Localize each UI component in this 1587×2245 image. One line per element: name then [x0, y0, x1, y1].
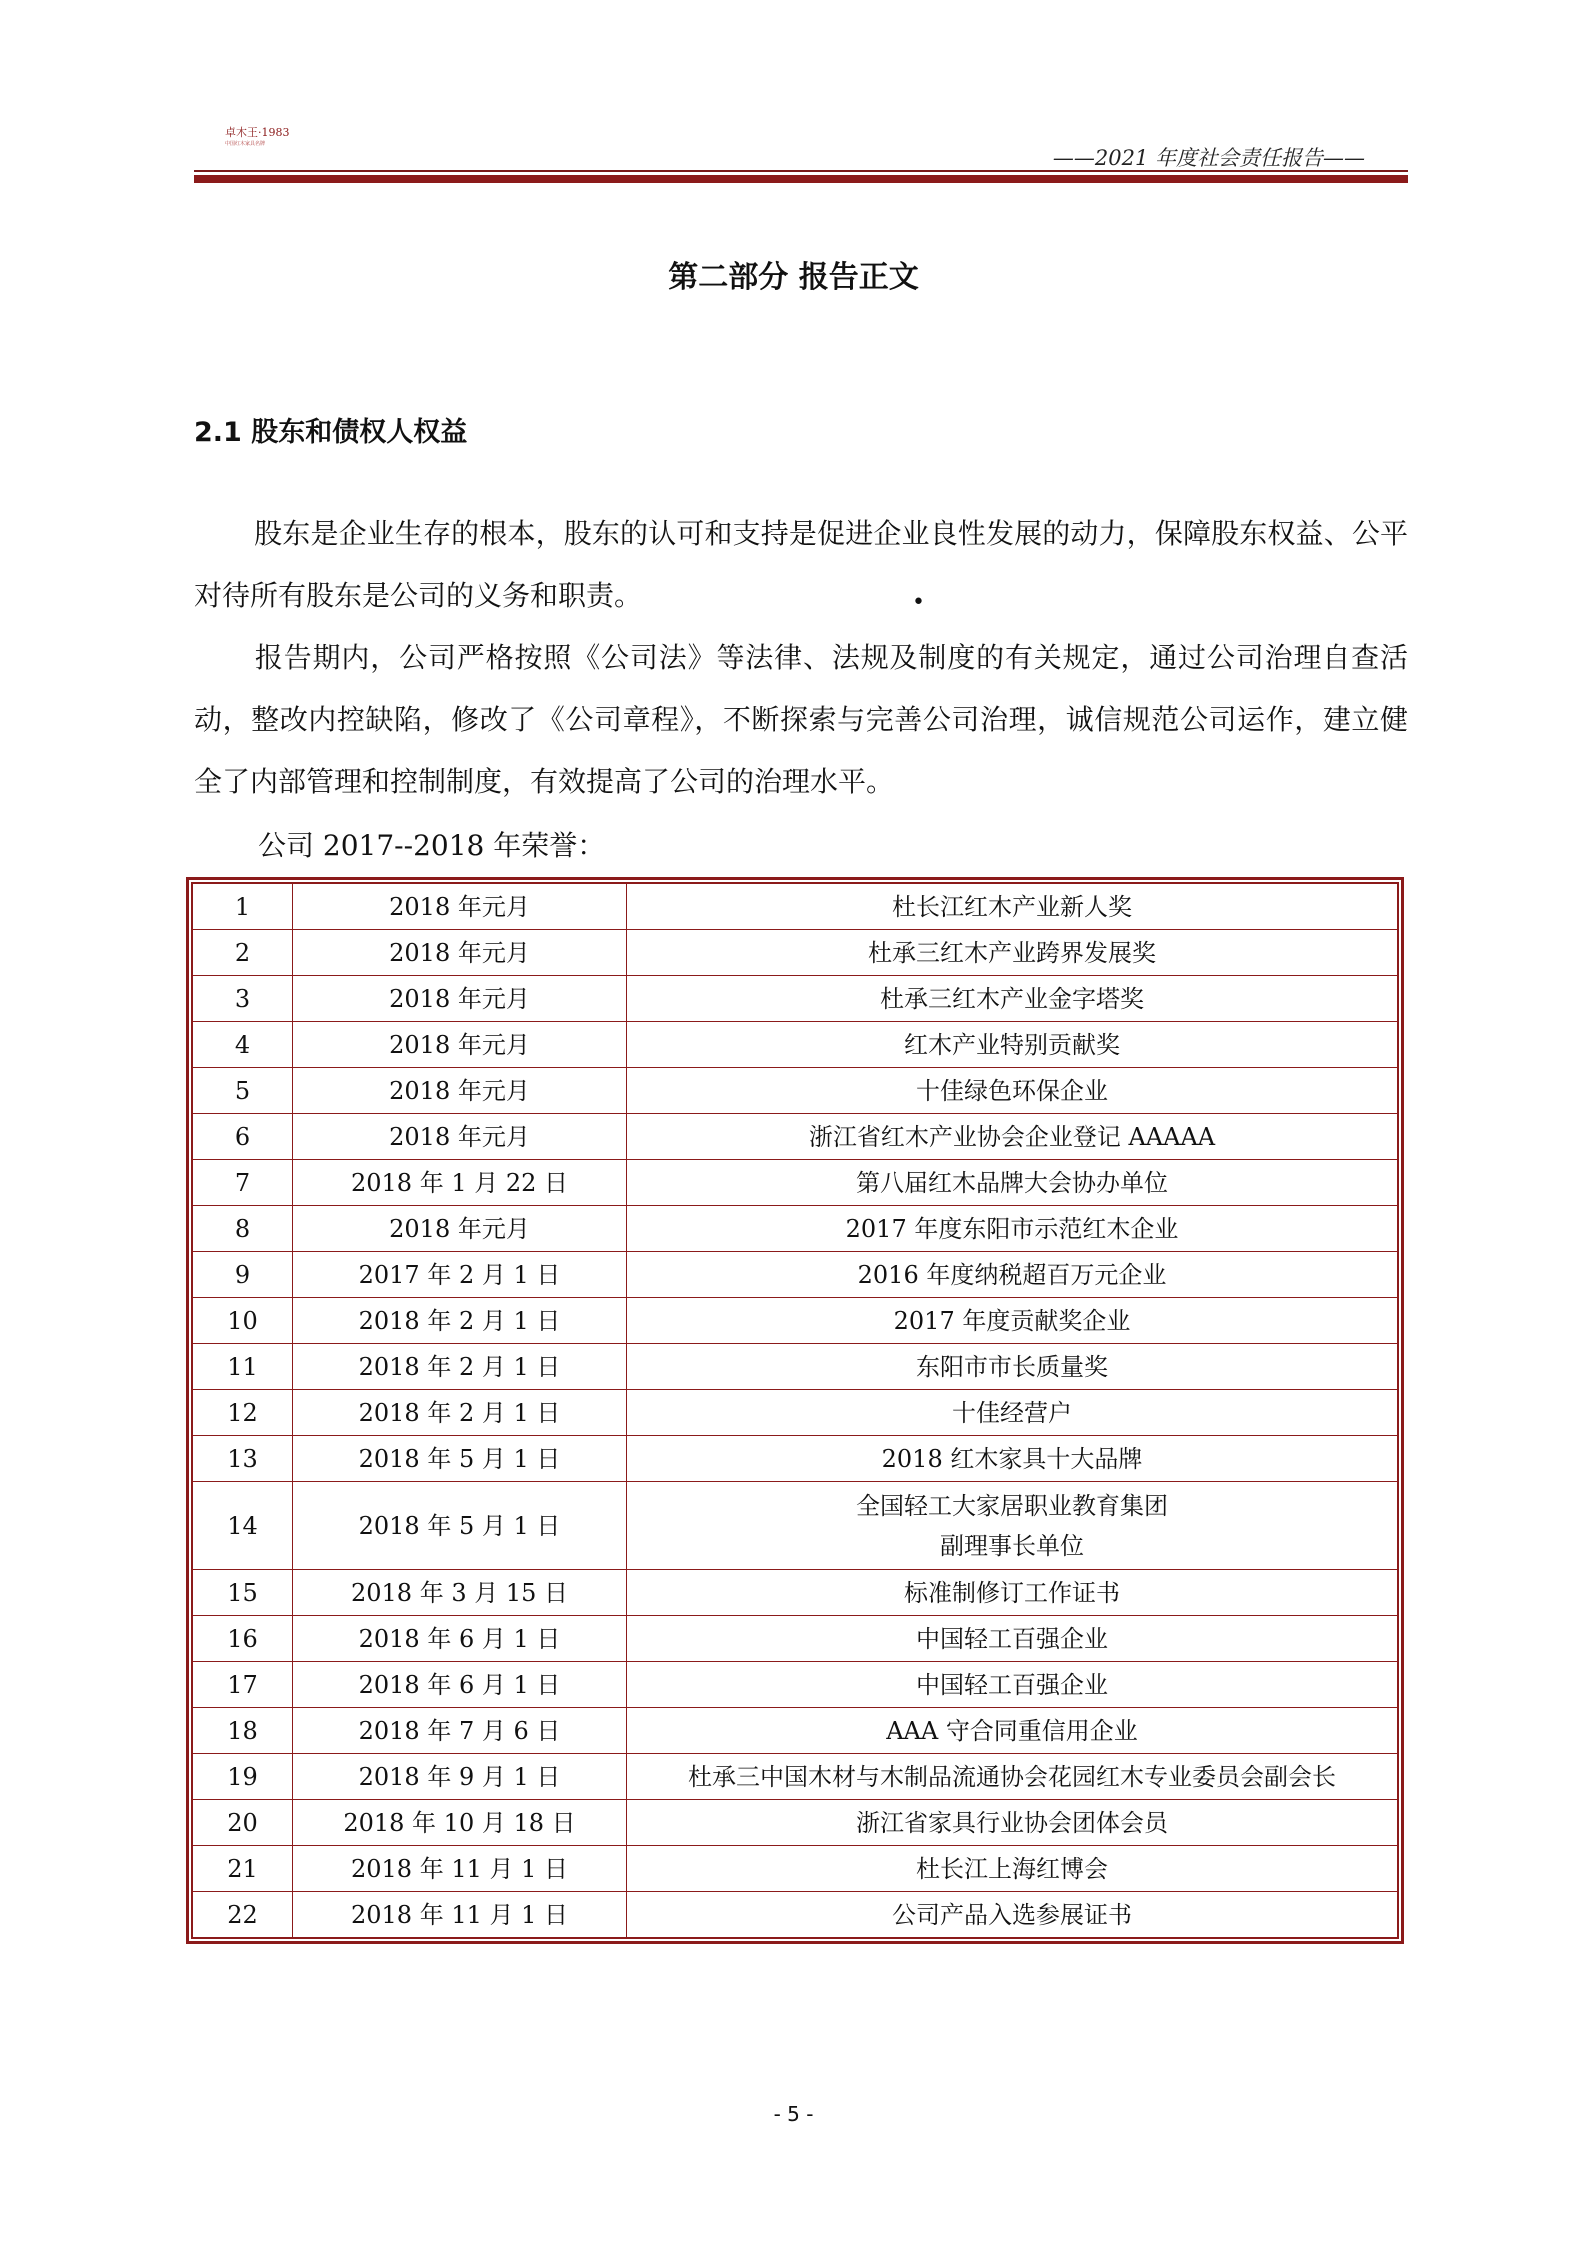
row-date-cell: 2018 年元月: [293, 1068, 627, 1114]
table-row: [192, 1114, 1398, 1160]
row-index-cell: 10: [192, 1298, 293, 1344]
table-row: [192, 1298, 1398, 1344]
row-honor-line1: 全国轻工大家居职业教育集团: [856, 1491, 1168, 1520]
row-index-cell: 16: [192, 1616, 293, 1662]
row-date-cell: 2018 年 5 月 1 日: [293, 1482, 627, 1570]
row-index-cell: 4: [192, 1022, 293, 1068]
paragraph-shareholders: [194, 503, 1408, 627]
row-honor-cell: 浙江省家具行业协会团体会员: [627, 1800, 1399, 1846]
table-row: [192, 1846, 1398, 1892]
row-honor-cell: 十佳绿色环保企业: [627, 1068, 1399, 1114]
table-row: [192, 1068, 1398, 1114]
table-row: [192, 1800, 1398, 1846]
row-honor-cell: AAA 守合同重信用企业: [627, 1708, 1399, 1754]
row-honor-cell: 中国轻工百强企业: [627, 1662, 1399, 1708]
row-index-cell: 13: [192, 1436, 293, 1482]
stray-bullet: •: [912, 590, 925, 615]
row-index-cell: 18: [192, 1708, 293, 1754]
paragraph-governance: [194, 627, 1408, 813]
header-rule-thin: [194, 170, 1408, 172]
row-honor-cell: 2017 年度贡献奖企业: [627, 1298, 1399, 1344]
row-index-cell: 6: [192, 1114, 293, 1160]
row-honor-cell: 杜长江红木产业新人奖: [627, 883, 1399, 930]
row-date-cell: 2018 年 6 月 1 日: [293, 1662, 627, 1708]
row-index-cell: 8: [192, 1206, 293, 1252]
row-honor-text: [627, 1486, 1397, 1566]
row-honor-cell: 公司产品入选参展证书: [627, 1892, 1399, 1939]
table-row: [192, 1616, 1398, 1662]
row-index-cell: 19: [192, 1754, 293, 1800]
row-date-cell: 2018 年元月: [293, 976, 627, 1022]
table-row: [192, 1708, 1398, 1754]
table-row: [192, 1662, 1398, 1708]
table-row: [192, 1570, 1398, 1616]
row-date-cell: 2018 年元月: [293, 1022, 627, 1068]
row-honor-cell: 中国轻工百强企业: [627, 1616, 1399, 1662]
row-index-cell: 7: [192, 1160, 293, 1206]
row-date-cell: 2018 年元月: [293, 930, 627, 976]
header-rule-thick: [194, 175, 1408, 183]
header-title: ——2021 年度社会责任报告——: [1052, 146, 1365, 170]
row-honor-cell: 2016 年度纳税超百万元企业: [627, 1252, 1399, 1298]
row-date-cell: 2018 年元月: [293, 1114, 627, 1160]
row-honor-cell: 标准制修订工作证书: [627, 1570, 1399, 1616]
row-date-cell: 2018 年 11 月 1 日: [293, 1846, 627, 1892]
row-honor-cell: [627, 1482, 1399, 1570]
row-honor-cell: 杜长江上海红博会: [627, 1846, 1399, 1892]
row-date-cell: 2018 年 5 月 1 日: [293, 1436, 627, 1482]
paragraph-governance-text: 报告期内，公司严格按照《公司法》等法律、法规及制度的有关规定，通过公司治理自查活动，整改内控缺陷，修改了《公司章程》，不断探索与完善公司治理，诚信规范公司运作，建立健全了内部管理和控制制度，有效提高了公司的治理水平。: [194, 641, 1408, 798]
row-index-cell: 9: [192, 1252, 293, 1298]
table-caption: 公司 2017--2018 年荣誉：: [258, 829, 606, 862]
row-honor-cell: 杜承三中国木材与木制品流通协会花园红木专业委员会副会长: [627, 1754, 1399, 1800]
row-honor-cell: 2018 红木家具十大品牌: [627, 1436, 1399, 1482]
row-honor-cell: 十佳经营户: [627, 1390, 1399, 1436]
table-row: [192, 930, 1398, 976]
section-heading: 2.1 股东和债权人权益: [194, 417, 468, 448]
logo-subtext: 中国红木家具名牌: [225, 141, 266, 147]
row-date-cell: 2018 年 2 月 1 日: [293, 1298, 627, 1344]
row-date-cell: 2018 年 9 月 1 日: [293, 1754, 627, 1800]
page-number: - 5 -: [773, 2102, 814, 2126]
row-index-cell: 15: [192, 1570, 293, 1616]
row-honor-cell: 杜承三红木产业金字塔奖: [627, 976, 1399, 1022]
row-date-cell: 2018 年 1 月 22 日: [293, 1160, 627, 1206]
row-index-cell: 17: [192, 1662, 293, 1708]
paragraph-shareholders-text: 股东是企业生存的根本，股东的认可和支持是促进企业良性发展的动力，保障股东权益、公平对待所有股东是公司的义务和职责。: [194, 517, 1408, 612]
table-row: [192, 1022, 1398, 1068]
table-row: [192, 1252, 1398, 1298]
row-index-cell: 11: [192, 1344, 293, 1390]
row-date-cell: 2017 年 2 月 1 日: [293, 1252, 627, 1298]
row-honor-cell: 2017 年度东阳市示范红木企业: [627, 1206, 1399, 1252]
row-index-cell: 22: [192, 1892, 293, 1939]
row-honor-cell: 杜承三红木产业跨界发展奖: [627, 930, 1399, 976]
row-index-cell: 20: [192, 1800, 293, 1846]
honors-table-body: [192, 883, 1398, 1938]
row-date-cell: 2018 年元月: [293, 883, 627, 930]
row-honor-cell: 东阳市市长质量奖: [627, 1344, 1399, 1390]
row-honor-cell: 红木产业特别贡献奖: [627, 1022, 1399, 1068]
row-date-cell: 2018 年 6 月 1 日: [293, 1616, 627, 1662]
table-row: [192, 1436, 1398, 1482]
row-index-cell: 12: [192, 1390, 293, 1436]
row-index-cell: 21: [192, 1846, 293, 1892]
logo-text: 卓木王·1983: [225, 126, 290, 139]
row-date-cell: 2018 年 3 月 15 日: [293, 1570, 627, 1616]
row-date-cell: 2018 年 7 月 6 日: [293, 1708, 627, 1754]
row-date-cell: 2018 年 2 月 1 日: [293, 1390, 627, 1436]
honors-table-frame: [186, 877, 1404, 1944]
part-title: 第二部分 报告正文: [668, 260, 919, 295]
honors-table: [191, 882, 1399, 1939]
table-row: [192, 976, 1398, 1022]
row-index-cell: 14: [192, 1482, 293, 1570]
company-logo: [225, 126, 320, 152]
row-honor-line2: 副理事长单位: [940, 1531, 1084, 1560]
row-index-cell: 1: [192, 883, 293, 930]
table-row: [192, 1482, 1398, 1570]
row-date-cell: 2018 年元月: [293, 1206, 627, 1252]
row-index-cell: 5: [192, 1068, 293, 1114]
table-row: [192, 1754, 1398, 1800]
row-honor-cell: 浙江省红木产业协会企业登记 AAAAA: [627, 1114, 1399, 1160]
table-row: [192, 1160, 1398, 1206]
table-row: [192, 1206, 1398, 1252]
table-row: [192, 1344, 1398, 1390]
row-honor-cell: 第八届红木品牌大会协办单位: [627, 1160, 1399, 1206]
table-row: [192, 1390, 1398, 1436]
row-date-cell: 2018 年 11 月 1 日: [293, 1892, 627, 1939]
row-index-cell: 3: [192, 976, 293, 1022]
table-row: [192, 1892, 1398, 1939]
row-index-cell: 2: [192, 930, 293, 976]
table-row: [192, 883, 1398, 930]
row-date-cell: 2018 年 2 月 1 日: [293, 1344, 627, 1390]
row-date-cell: 2018 年 10 月 18 日: [293, 1800, 627, 1846]
